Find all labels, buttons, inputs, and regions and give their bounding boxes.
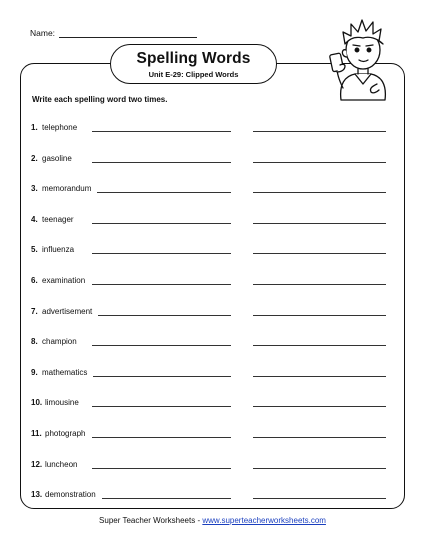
- write-line-first[interactable]: [92, 345, 231, 346]
- title-box: [110, 44, 277, 84]
- word-number: 7.: [31, 306, 38, 316]
- write-line-first[interactable]: [98, 315, 231, 316]
- word-row: [31, 396, 391, 410]
- spelling-word: luncheon: [45, 459, 78, 469]
- footer: [0, 516, 425, 525]
- spelling-word: memorandum: [42, 184, 92, 194]
- word-number: 5.: [31, 245, 38, 255]
- name-field: [30, 28, 197, 38]
- spelling-word: influenza: [42, 245, 75, 255]
- spelling-word: gasoline: [42, 153, 72, 163]
- word-number: 13.: [31, 490, 43, 500]
- name-input-line[interactable]: [59, 29, 197, 38]
- write-line-second[interactable]: [253, 131, 386, 132]
- write-line-first[interactable]: [92, 406, 231, 407]
- word-row: [31, 335, 391, 349]
- write-line-first[interactable]: [92, 437, 231, 438]
- write-line-second[interactable]: [253, 498, 386, 499]
- spelling-word: demonstration: [45, 490, 96, 500]
- word-number: 3.: [31, 184, 38, 194]
- word-number: 8.: [31, 337, 38, 347]
- page-subtitle: Unit E-29: Clipped Words: [148, 70, 239, 79]
- write-line-second[interactable]: [253, 315, 386, 316]
- word-number: 2.: [31, 153, 38, 163]
- write-line-first[interactable]: [92, 162, 231, 163]
- spelling-word: teenager: [42, 214, 74, 224]
- word-number: 9.: [31, 367, 38, 377]
- spelling-word: mathematics: [42, 367, 88, 377]
- spelling-word: telephone: [42, 123, 78, 132]
- word-number: 11.: [31, 429, 42, 438]
- write-line-second[interactable]: [253, 437, 386, 438]
- write-line-first[interactable]: [93, 376, 231, 377]
- word-number: 4.: [31, 214, 38, 224]
- word-number: 1.: [31, 123, 38, 132]
- write-line-second[interactable]: [253, 406, 386, 407]
- write-line-second[interactable]: [253, 162, 386, 163]
- spelling-word: limousine: [45, 398, 79, 408]
- word-row: [31, 458, 391, 472]
- write-line-second[interactable]: [253, 192, 386, 193]
- spelling-word: champion: [42, 337, 77, 347]
- word-row: [31, 274, 391, 288]
- word-row: [31, 121, 391, 135]
- name-label: Name:: [30, 28, 56, 38]
- write-line-first[interactable]: [92, 253, 231, 254]
- write-line-first[interactable]: [92, 223, 231, 224]
- write-line-second[interactable]: [253, 345, 386, 346]
- word-row: [31, 305, 391, 319]
- spelling-word: photograph: [45, 429, 86, 438]
- instructions: Write each spelling word two times.: [32, 95, 168, 104]
- write-line-second[interactable]: [253, 376, 386, 377]
- spelling-word: examination: [42, 276, 86, 285]
- word-row: [31, 243, 391, 257]
- write-line-second[interactable]: [253, 468, 386, 469]
- word-number: 12.: [31, 459, 43, 469]
- page-title: Spelling Words: [136, 50, 251, 67]
- write-line-first[interactable]: [92, 284, 231, 285]
- write-line-first[interactable]: [92, 468, 231, 469]
- word-row: [31, 182, 391, 196]
- word-row: [31, 366, 391, 380]
- write-line-second[interactable]: [253, 284, 386, 285]
- word-number: 6.: [31, 276, 38, 285]
- spelling-word: advertisement: [42, 306, 93, 316]
- word-row: [31, 427, 391, 441]
- write-line-second[interactable]: [253, 223, 386, 224]
- boy-reading-phone-icon: [325, 14, 397, 104]
- word-row: [31, 213, 391, 227]
- footer-link[interactable]: www.superteacherworksheets.com: [202, 516, 326, 525]
- footer-text: Super Teacher Worksheets -: [99, 516, 203, 525]
- write-line-second[interactable]: [253, 253, 386, 254]
- write-line-first[interactable]: [97, 192, 231, 193]
- word-row: [31, 488, 391, 502]
- word-number: 10.: [31, 398, 43, 408]
- write-line-first[interactable]: [92, 131, 231, 132]
- word-row: [31, 152, 391, 166]
- write-line-first[interactable]: [102, 498, 231, 499]
